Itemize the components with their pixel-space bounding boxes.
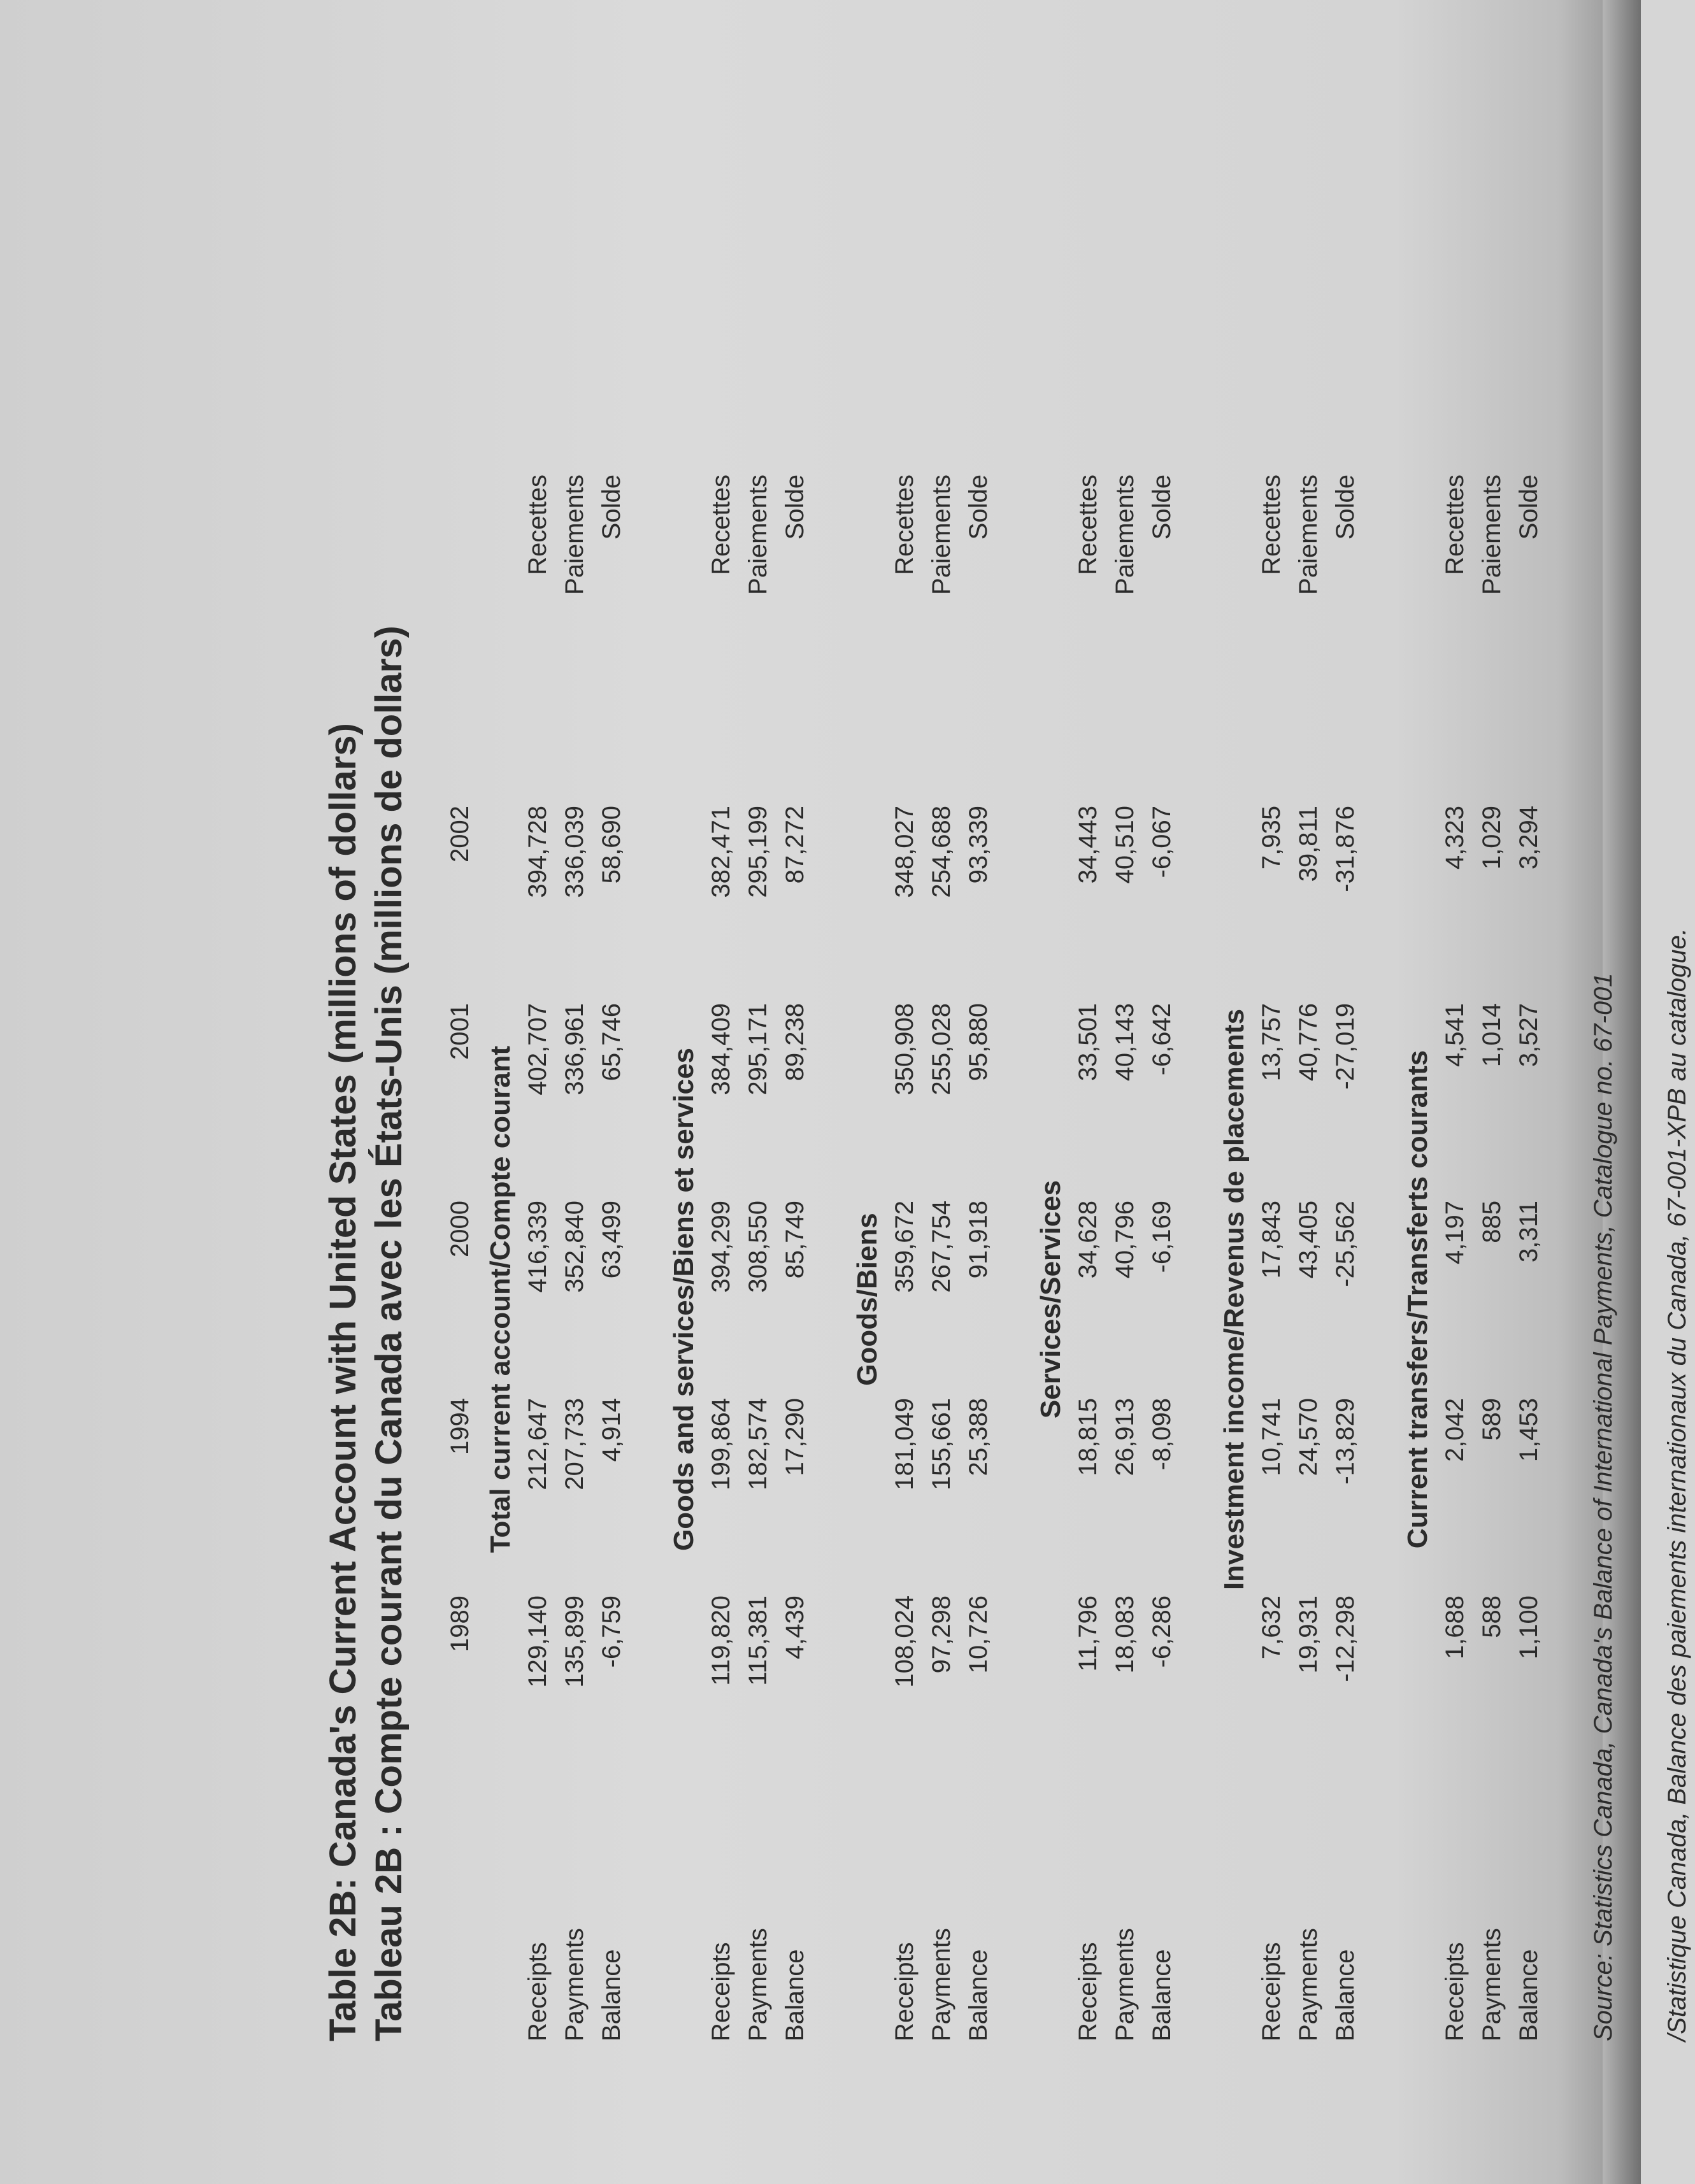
row-label-french: Paiements [927, 475, 955, 595]
section-heading: Goods and services/Biens et services [668, 1048, 699, 1551]
table-body [438, 475, 1547, 2041]
blank-cell [1033, 1793, 1069, 2041]
value-cell: 416,339 [524, 1201, 552, 1293]
value-cell: 1,688 [1441, 1595, 1469, 1660]
value-cell: 7,632 [1257, 1595, 1285, 1660]
row-label-french: Paiements [744, 475, 772, 595]
value-cell: 199,864 [707, 1398, 735, 1490]
value-cell: 1,014 [1478, 1003, 1506, 1067]
section-heading-row [1399, 475, 1436, 2041]
row-label-french: Paiements [1478, 475, 1506, 595]
blank-cell [482, 1793, 519, 2041]
table-row [1253, 475, 1290, 2041]
row-label-french: Solde [1331, 475, 1359, 540]
blank-cell [849, 1793, 886, 2041]
table-row [776, 475, 813, 2041]
value-cell: 19,931 [1294, 1595, 1322, 1674]
value-cell: 182,574 [744, 1398, 772, 1490]
section-spacer [630, 475, 666, 2041]
value-cell: 255,028 [927, 1003, 955, 1096]
value-cell: 212,647 [524, 1398, 552, 1490]
blank-cell [666, 1793, 703, 2041]
section-heading-row [1033, 475, 1069, 2041]
row-label-french: Solde [597, 475, 626, 540]
value-cell: 93,339 [964, 806, 992, 884]
row-label-english: Receipts [1257, 1942, 1285, 2041]
value-cell: 295,171 [744, 1003, 772, 1096]
section-heading-row [666, 475, 703, 2041]
value-cell: 394,299 [707, 1201, 735, 1293]
row-label-english: Payments [561, 1928, 589, 2041]
spacer-cell [813, 475, 849, 2041]
value-cell: 336,039 [561, 806, 589, 898]
row-label-english: Receipts [1074, 1942, 1102, 2041]
year-header: 2000 [446, 1201, 474, 1257]
table-content [320, 143, 1695, 2041]
table-row [1106, 475, 1143, 2041]
value-cell: 267,754 [927, 1201, 955, 1293]
value-cell: 65,746 [597, 1003, 626, 1081]
value-cell: 2,042 [1441, 1398, 1469, 1462]
value-cell: 181,049 [890, 1398, 919, 1490]
value-cell: 4,541 [1441, 1003, 1469, 1067]
section-heading: Investment income/Revenus de placements [1219, 1008, 1250, 1590]
value-cell: 97,298 [927, 1595, 955, 1674]
value-cell: 394,728 [524, 806, 552, 898]
blank-cell [482, 475, 519, 806]
value-cell: 382,471 [707, 806, 735, 898]
table-row [1436, 475, 1473, 2041]
value-cell: 18,083 [1111, 1595, 1139, 1674]
value-cell: 43,405 [1294, 1201, 1322, 1279]
row-label-english: Receipts [890, 1942, 919, 2041]
value-cell: 33,501 [1074, 1003, 1102, 1081]
row-label-french: Recettes [1257, 475, 1285, 575]
header-blank-cell [438, 1793, 482, 2041]
section-heading: Current transfers/Transferts courants [1402, 1050, 1433, 1549]
row-label-english: Payments [1478, 1928, 1506, 2041]
value-cell: 4,439 [781, 1595, 809, 1660]
spacer-cell [1180, 475, 1216, 2041]
table-row [519, 475, 556, 2041]
table-row [703, 475, 740, 2041]
table-row [1510, 475, 1547, 2041]
table-row [1069, 475, 1106, 2041]
spacer-cell [1364, 475, 1399, 2041]
row-label-english: Balance [964, 1949, 992, 2041]
value-cell: 1,453 [1515, 1398, 1543, 1462]
value-cell: 108,024 [890, 1595, 919, 1688]
value-cell: -6,067 [1148, 806, 1176, 878]
year-header: 2001 [446, 1003, 474, 1060]
row-label-english: Balance [1331, 1949, 1359, 2041]
value-cell: 24,570 [1294, 1398, 1322, 1476]
table-row [740, 475, 776, 2041]
value-cell: 17,290 [781, 1398, 809, 1476]
row-label-french: Recettes [707, 475, 735, 575]
section-heading: Services/Services [1035, 1180, 1066, 1419]
row-label-french: Recettes [890, 475, 919, 575]
source-note-english: Source: Statistics Canada, Canada's Balance of International Payments, Catalogue no. 67-001 [1589, 973, 1617, 2041]
value-cell: 10,726 [964, 1595, 992, 1674]
spacer-cell [630, 475, 666, 2041]
value-cell: -6,169 [1148, 1201, 1176, 1273]
value-cell: 11,796 [1074, 1595, 1102, 1672]
row-label-french: Recettes [1441, 475, 1469, 575]
row-label-english: Receipts [1441, 1942, 1469, 2041]
section-spacer [1364, 475, 1399, 2041]
value-cell: 3,311 [1515, 1201, 1543, 1263]
value-cell: 336,961 [561, 1003, 589, 1096]
value-cell: 85,749 [781, 1201, 809, 1279]
value-cell: 254,688 [927, 806, 955, 898]
value-cell: 4,323 [1441, 806, 1469, 870]
blank-cell [1216, 475, 1253, 806]
value-cell: 26,913 [1111, 1398, 1139, 1476]
row-label-french: Paiements [1294, 475, 1322, 595]
row-label-english: Receipts [524, 1942, 552, 2041]
value-cell: 40,510 [1111, 806, 1139, 884]
spacer-cell [997, 475, 1033, 2041]
year-header: 2002 [446, 806, 474, 862]
row-label-french: Solde [964, 475, 992, 540]
row-label-french: Paiements [561, 475, 589, 595]
section-heading: Goods/Biens [852, 1213, 883, 1386]
row-label-english: Receipts [707, 1942, 735, 2041]
value-cell: 885 [1478, 1201, 1506, 1243]
table-row [1290, 475, 1327, 2041]
section-heading-row [849, 475, 886, 2041]
row-label-english: Balance [1148, 1949, 1176, 2041]
row-label-french: Paiements [1111, 475, 1139, 595]
value-cell: 34,443 [1074, 806, 1102, 884]
value-cell: 3,527 [1515, 1003, 1543, 1067]
source-note-french: /Statistique Canada, Balance des paiements internationaux du Canada, 67-001-XPB au catalogue. [1663, 928, 1691, 2041]
value-cell: 384,409 [707, 1003, 735, 1096]
value-cell: -6,642 [1148, 1003, 1176, 1076]
value-cell: 4,197 [1441, 1201, 1469, 1265]
value-cell: 135,899 [561, 1595, 589, 1688]
value-cell: 7,935 [1257, 806, 1285, 870]
value-cell: 87,272 [781, 806, 809, 884]
blank-cell [666, 475, 703, 806]
section-heading-row [482, 475, 519, 2041]
value-cell: 17,843 [1257, 1201, 1285, 1279]
value-cell: 295,199 [744, 806, 772, 898]
current-account-table [438, 475, 1547, 2041]
value-cell: 588 [1478, 1595, 1506, 1638]
value-cell: 348,027 [890, 806, 919, 898]
value-cell: 207,733 [561, 1398, 589, 1490]
table-row [923, 475, 960, 2041]
value-cell: -6,759 [597, 1595, 626, 1668]
value-cell: 129,140 [524, 1595, 552, 1688]
value-cell: 34,628 [1074, 1201, 1102, 1279]
value-cell: 39,811 [1294, 806, 1322, 882]
row-label-english: Payments [1111, 1928, 1139, 2041]
year-header-row [438, 475, 482, 2041]
row-label-english: Balance [1515, 1949, 1543, 2041]
blank-cell [1399, 1793, 1436, 2041]
value-cell: 63,499 [597, 1201, 626, 1279]
value-cell: 308,550 [744, 1201, 772, 1293]
row-label-french: Recettes [1074, 475, 1102, 575]
table-row [1473, 475, 1510, 2041]
value-cell: 3,294 [1515, 806, 1543, 870]
value-cell: 95,880 [964, 1003, 992, 1081]
table-title-english: Table 2B: Canada's Current Account with United States (millions of dollars) [322, 723, 364, 2041]
value-cell: 119,820 [707, 1595, 735, 1686]
value-cell: 91,918 [964, 1201, 992, 1279]
row-label-english: Payments [744, 1928, 772, 2041]
section-heading-row [1216, 475, 1253, 2041]
value-cell: -6,286 [1148, 1595, 1176, 1668]
row-label-english: Balance [597, 1949, 626, 2041]
blank-cell [1399, 475, 1436, 806]
value-cell: 13,757 [1257, 1003, 1285, 1081]
value-cell: 25,388 [964, 1398, 992, 1476]
value-cell: 10,741 [1257, 1398, 1285, 1476]
row-label-french: Solde [1515, 475, 1543, 540]
table-row [960, 475, 997, 2041]
row-label-english: Balance [781, 1949, 809, 2041]
section-spacer [813, 475, 849, 2041]
value-cell: -27,019 [1331, 1003, 1359, 1090]
value-cell: 402,707 [524, 1003, 552, 1096]
value-cell: 1,029 [1478, 806, 1506, 870]
year-header: 1994 [446, 1398, 474, 1455]
value-cell: 589 [1478, 1398, 1506, 1441]
blank-cell [849, 475, 886, 806]
section-heading: Total current account/Compte courant [485, 1045, 516, 1553]
value-cell: -25,562 [1331, 1201, 1359, 1287]
blank-cell [1216, 1793, 1253, 2041]
value-cell: 1,100 [1515, 1595, 1543, 1660]
header-blank-cell [438, 475, 482, 806]
value-cell: 352,840 [561, 1201, 589, 1293]
value-cell: 115,381 [744, 1595, 772, 1686]
value-cell: 40,796 [1111, 1201, 1139, 1279]
row-label-english: Payments [927, 1928, 955, 2041]
table-row [1327, 475, 1364, 2041]
value-cell: 4,914 [597, 1398, 626, 1462]
value-cell: 155,661 [927, 1398, 955, 1490]
row-label-english: Payments [1294, 1928, 1322, 2041]
row-label-french: Solde [781, 475, 809, 540]
value-cell: -31,876 [1331, 806, 1359, 892]
section-spacer [1180, 475, 1216, 2041]
table-row [886, 475, 923, 2041]
value-cell: -12,298 [1331, 1595, 1359, 1682]
value-cell: 40,776 [1294, 1003, 1322, 1081]
value-cell: 58,690 [597, 806, 626, 884]
rotated-table-page [215, 105, 1691, 2080]
section-spacer [997, 475, 1033, 2041]
table-row [593, 475, 630, 2041]
table-title-french: Tableau 2B : Compte courant du Canada avec les États-Unis (millions de dollars) [368, 625, 410, 2041]
row-label-french: Recettes [524, 475, 552, 575]
value-cell: 40,143 [1111, 1003, 1139, 1081]
blank-cell [1033, 475, 1069, 806]
value-cell: 89,238 [781, 1003, 809, 1081]
value-cell: 18,815 [1074, 1398, 1102, 1476]
value-cell: -8,098 [1148, 1398, 1176, 1471]
row-label-french: Solde [1148, 475, 1176, 540]
value-cell: 359,672 [890, 1201, 919, 1293]
value-cell: -13,829 [1331, 1398, 1359, 1485]
year-header: 1989 [446, 1595, 474, 1652]
table-row [556, 475, 593, 2041]
value-cell: 350,908 [890, 1003, 919, 1096]
table-row [1143, 475, 1180, 2041]
